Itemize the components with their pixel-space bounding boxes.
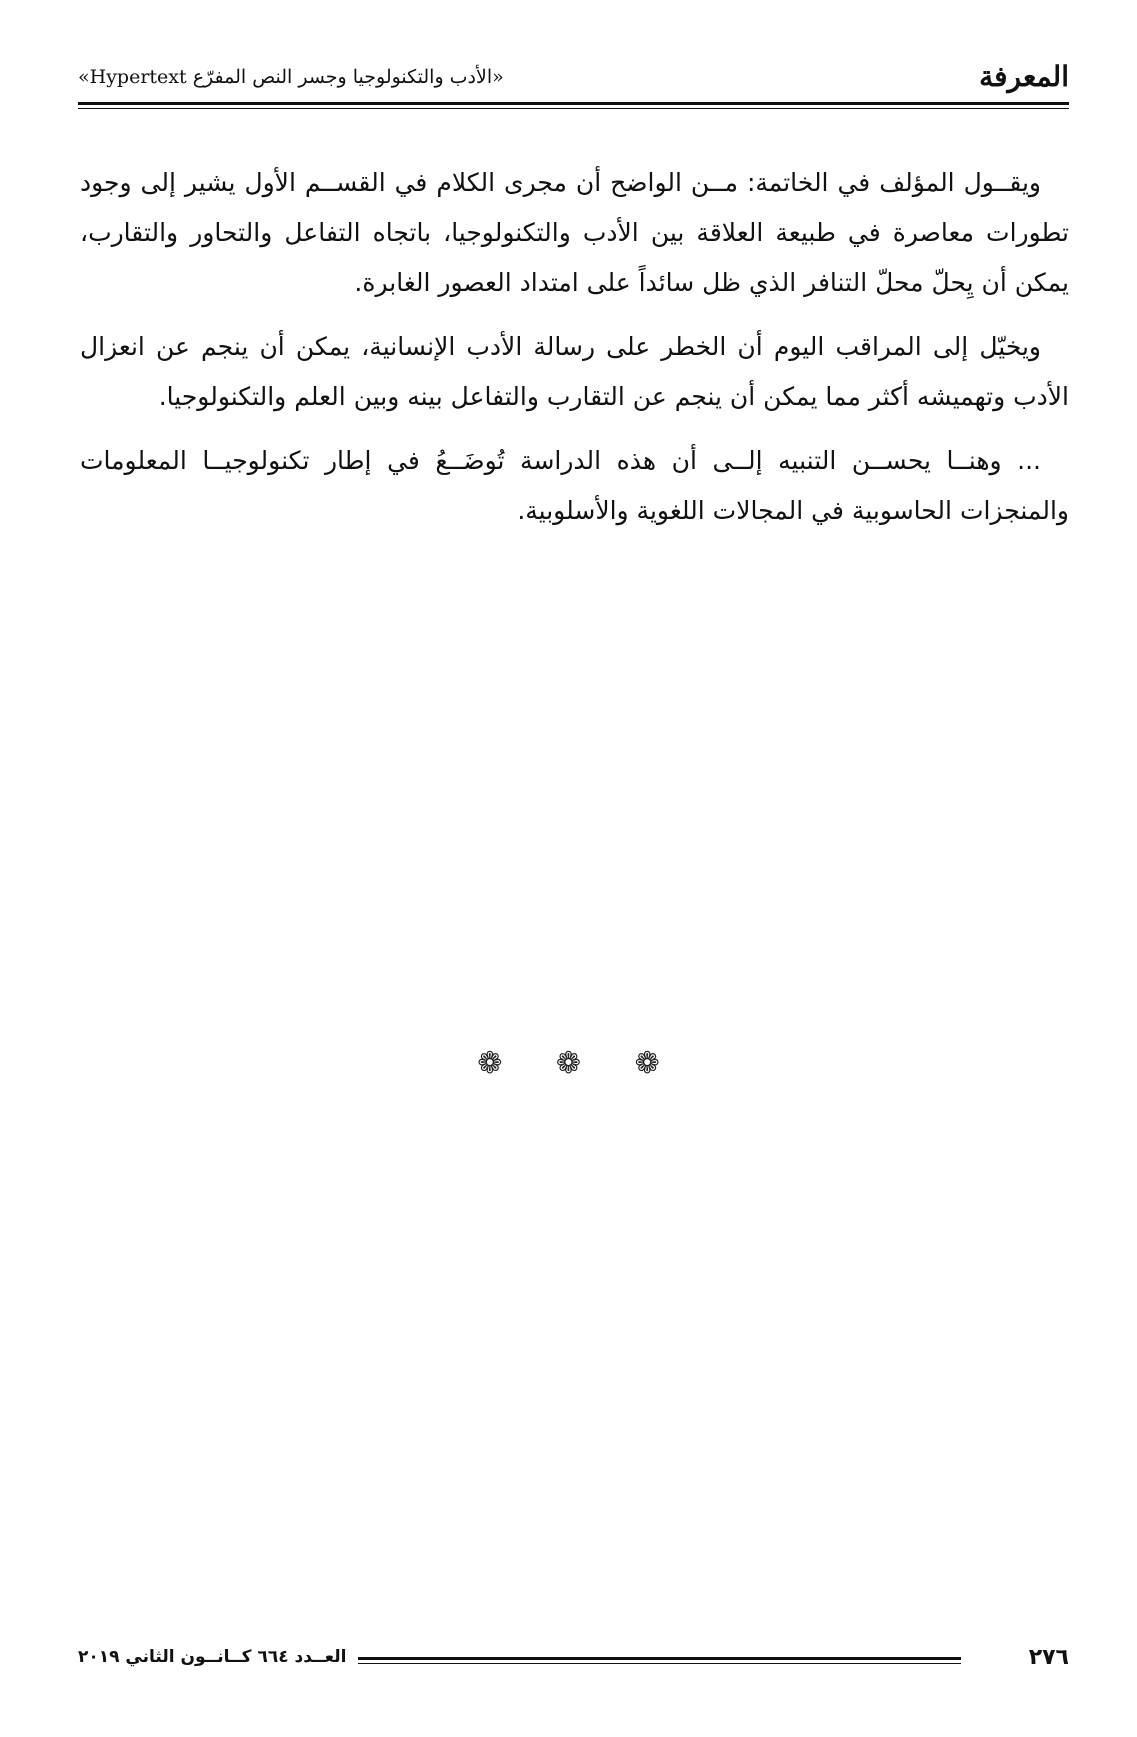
footer-rule xyxy=(358,1657,961,1660)
page-number: ٢٧٦ xyxy=(1028,1645,1069,1670)
flower-ornament-icon: ❁ xyxy=(634,1046,660,1081)
section-end-ornament xyxy=(0,1046,1137,1081)
article-body xyxy=(80,158,1069,550)
paragraph: ... وهنــا يحســن التنبيه إلــى أن هذه الدراسة تُوضَــعُ في إطار تكنولوجيــا المعلومات والمنجزات الحاسوبية في المجالات اللغوية والأسلوبية. xyxy=(80,446,1069,525)
issue-info: العــدد ٦٦٤ كــانــون الثاني ٢٠١٩ xyxy=(78,1647,347,1667)
flower-ornament-icon: ❁ xyxy=(555,1046,582,1081)
flower-ornament-icon: ❁ xyxy=(477,1046,503,1081)
paragraph: ويقــول المؤلف في الخاتمة: مــن الواضح أن مجرى الكلام في القســم الأول يشير إلى وجود تطورات معاصرة في طبيعة العلاقة بين الأدب والتكنولوجيا، باتجاه التفاعل والتحاور والتقارب، يمكن أن يِحلّ محلّ التنافر الذي ظل سائداً على امتداد العصور الغابرة. xyxy=(80,168,1069,297)
footer-rule-thin xyxy=(358,1663,961,1664)
running-title: «الأدب والتكنولوجيا وجسر النص المفرّع Hypertext» xyxy=(78,66,504,88)
header-rule-thin xyxy=(78,108,1069,109)
page-footer xyxy=(78,1645,1069,1675)
page-header xyxy=(78,52,1069,108)
header-rule xyxy=(78,102,1069,105)
journal-name: المعرفة xyxy=(979,60,1069,93)
paragraph: ويخيّل إلى المراقب اليوم أن الخطر على رسالة الأدب الإنسانية، يمكن أن ينجم عن انعزال الأدب وتهميشه أكثر مما يمكن أن ينجم عن التقارب والتفاعل بينه وبين العلم والتكنولوجيا. xyxy=(80,332,1069,411)
